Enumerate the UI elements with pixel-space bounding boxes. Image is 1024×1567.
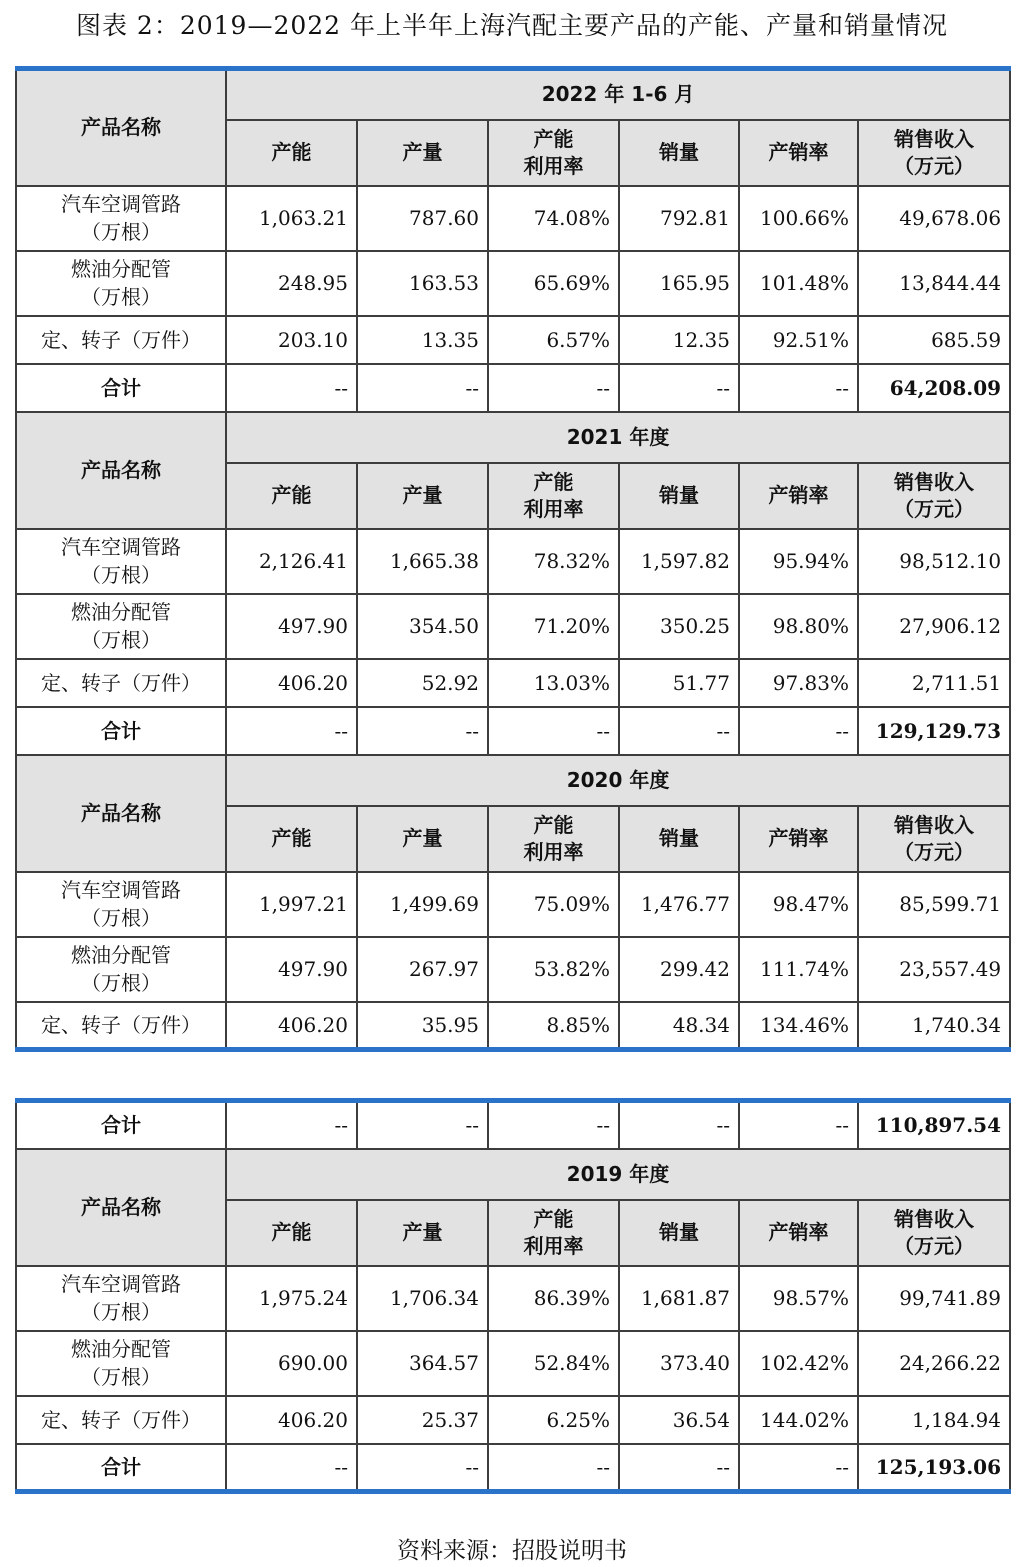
output-cell: 267.97 bbox=[357, 937, 488, 1002]
product-name-cell bbox=[16, 251, 226, 316]
output-cell: 1,499.69 bbox=[357, 872, 488, 937]
total-revenue-cell: 64,208.09 bbox=[858, 364, 1010, 412]
product-name-cell bbox=[16, 1331, 226, 1396]
total-label: 合计 bbox=[16, 1101, 226, 1149]
sales-volume-cell: 1,681.87 bbox=[619, 1266, 739, 1331]
product-name-line-2: （万根） bbox=[81, 906, 161, 930]
total-label: 合计 bbox=[16, 364, 226, 412]
capacity-cell: 406.20 bbox=[226, 1396, 357, 1444]
product-name-line-2: （万根） bbox=[81, 1300, 161, 1324]
product-name-header: 产品名称 bbox=[16, 755, 226, 872]
table-caption: 图表 2：2019—2022 年上半年上海汽配主要产品的产能、产量和销量情况 bbox=[75, 11, 949, 40]
product-name-cell: 定、转子（万件） bbox=[16, 316, 226, 364]
product-name-header: 产品名称 bbox=[16, 412, 226, 529]
table-row-total bbox=[16, 1101, 1010, 1149]
utilization-header-line-1: 产能 bbox=[533, 469, 574, 494]
revenue-cell: 85,599.71 bbox=[858, 872, 1010, 937]
capacity-cell: 1,997.21 bbox=[226, 872, 357, 937]
table-row-fuel-rail bbox=[16, 594, 1010, 659]
empty-dash-cell: -- bbox=[619, 1101, 739, 1149]
sales-rate-cell: 95.94% bbox=[739, 529, 858, 594]
revenue-header bbox=[858, 120, 1010, 186]
revenue-header bbox=[858, 463, 1010, 529]
source-note: 资料来源：招股说明书 bbox=[397, 1538, 627, 1564]
revenue-header-line-1: 销售收入 bbox=[894, 1206, 974, 1231]
sales-rate-cell: 134.46% bbox=[739, 1002, 858, 1050]
period-header: 2019 年度 bbox=[226, 1149, 1010, 1200]
sales-rate-cell: 101.48% bbox=[739, 251, 858, 316]
table-row-total bbox=[16, 707, 1010, 755]
table-row-stator-rotor bbox=[16, 659, 1010, 707]
utilization-cell: 75.09% bbox=[488, 872, 619, 937]
revenue-cell: 49,678.06 bbox=[858, 186, 1010, 251]
sales-volume-header: 销量 bbox=[619, 463, 739, 529]
capacity-table-part-2 bbox=[15, 1098, 1011, 1494]
sales-rate-header: 产销率 bbox=[739, 806, 858, 872]
utilization-header bbox=[488, 463, 619, 529]
revenue-header-line-2: （万元） bbox=[894, 839, 975, 864]
sales-rate-header: 产销率 bbox=[739, 120, 858, 186]
period-header: 2020 年度 bbox=[226, 755, 1010, 806]
total-revenue-cell: 110,897.54 bbox=[858, 1101, 1010, 1149]
revenue-header-line-2: （万元） bbox=[894, 496, 975, 521]
table-row-ac-pipe bbox=[16, 1266, 1010, 1331]
table-row-ac-pipe bbox=[16, 529, 1010, 594]
utilization-cell: 6.25% bbox=[488, 1396, 619, 1444]
output-cell: 354.50 bbox=[357, 594, 488, 659]
sales-volume-cell: 299.42 bbox=[619, 937, 739, 1002]
sales-volume-cell: 165.95 bbox=[619, 251, 739, 316]
utilization-cell: 6.57% bbox=[488, 316, 619, 364]
table-row-stator-rotor bbox=[16, 316, 1010, 364]
utilization-cell: 8.85% bbox=[488, 1002, 619, 1050]
sales-volume-cell: 51.77 bbox=[619, 659, 739, 707]
table-row-fuel-rail bbox=[16, 937, 1010, 1002]
revenue-cell: 1,740.34 bbox=[858, 1002, 1010, 1050]
product-name-line-1: 燃油分配管 bbox=[71, 1337, 171, 1361]
utilization-cell: 52.84% bbox=[488, 1331, 619, 1396]
sales-volume-cell: 350.25 bbox=[619, 594, 739, 659]
empty-dash-cell: -- bbox=[739, 1444, 858, 1492]
sales-rate-cell: 144.02% bbox=[739, 1396, 858, 1444]
product-name-line-1: 汽车空调管路 bbox=[61, 192, 181, 216]
table-row-fuel-rail bbox=[16, 1331, 1010, 1396]
revenue-header-line-2: （万元） bbox=[894, 1233, 974, 1258]
capacity-cell: 248.95 bbox=[226, 251, 357, 316]
product-name-cell: 定、转子（万件） bbox=[16, 659, 226, 707]
product-name-cell bbox=[16, 937, 226, 1002]
sales-rate-cell: 111.74% bbox=[739, 937, 858, 1002]
section-header-row bbox=[16, 69, 1010, 120]
utilization-header-line-2: 利用率 bbox=[523, 1233, 584, 1258]
capacity-cell: 497.90 bbox=[226, 594, 357, 659]
revenue-cell: 13,844.44 bbox=[858, 251, 1010, 316]
table-row-total bbox=[16, 1444, 1010, 1492]
product-name-line-1: 燃油分配管 bbox=[71, 943, 171, 967]
capacity-cell: 406.20 bbox=[226, 659, 357, 707]
total-label: 合计 bbox=[16, 1444, 226, 1492]
period-header: 2021 年度 bbox=[226, 412, 1010, 463]
product-name-line-2: （万根） bbox=[81, 220, 161, 244]
revenue-header bbox=[858, 1200, 1010, 1266]
empty-dash-cell: -- bbox=[619, 1444, 739, 1492]
section-header-row bbox=[16, 412, 1010, 463]
sales-volume-cell: 792.81 bbox=[619, 186, 739, 251]
utilization-header bbox=[488, 120, 619, 186]
output-cell: 787.60 bbox=[357, 186, 488, 251]
table-row-stator-rotor bbox=[16, 1002, 1010, 1050]
revenue-header-line-1: 销售收入 bbox=[894, 126, 975, 151]
utilization-cell: 13.03% bbox=[488, 659, 619, 707]
empty-dash-cell: -- bbox=[357, 1444, 488, 1492]
output-cell: 35.95 bbox=[357, 1002, 488, 1050]
product-name-line-1: 燃油分配管 bbox=[71, 600, 171, 624]
capacity-cell: 497.90 bbox=[226, 937, 357, 1002]
table-row-ac-pipe bbox=[16, 186, 1010, 251]
output-header: 产量 bbox=[357, 1200, 488, 1266]
empty-dash-cell: -- bbox=[226, 364, 357, 412]
output-cell: 52.92 bbox=[357, 659, 488, 707]
sales-volume-cell: 373.40 bbox=[619, 1331, 739, 1396]
sales-volume-header: 销量 bbox=[619, 120, 739, 186]
empty-dash-cell: -- bbox=[488, 1444, 619, 1492]
product-name-line-1: 汽车空调管路 bbox=[61, 878, 181, 902]
utilization-header-line-1: 产能 bbox=[533, 126, 574, 151]
capacity-cell: 1,063.21 bbox=[226, 186, 357, 251]
product-name-cell: 定、转子（万件） bbox=[16, 1396, 226, 1444]
empty-dash-cell: -- bbox=[357, 707, 488, 755]
sales-volume-cell: 1,476.77 bbox=[619, 872, 739, 937]
product-name-line-2: （万根） bbox=[81, 971, 161, 995]
product-name-header: 产品名称 bbox=[16, 69, 226, 186]
total-label: 合计 bbox=[16, 707, 226, 755]
sales-rate-cell: 98.80% bbox=[739, 594, 858, 659]
product-name-line-2: （万根） bbox=[81, 563, 161, 587]
sales-volume-header: 销量 bbox=[619, 1200, 739, 1266]
section-header-row bbox=[16, 1149, 1010, 1200]
empty-dash-cell: -- bbox=[357, 1101, 488, 1149]
output-header: 产量 bbox=[357, 463, 488, 529]
table-row-stator-rotor bbox=[16, 1396, 1010, 1444]
sales-rate-cell: 92.51% bbox=[739, 316, 858, 364]
utilization-header-line-2: 利用率 bbox=[523, 839, 584, 864]
utilization-header-line-1: 产能 bbox=[533, 1206, 574, 1231]
sales-volume-header: 销量 bbox=[619, 806, 739, 872]
utilization-cell: 74.08% bbox=[488, 186, 619, 251]
utilization-cell: 65.69% bbox=[488, 251, 619, 316]
sales-rate-cell: 102.42% bbox=[739, 1331, 858, 1396]
empty-dash-cell: -- bbox=[488, 364, 619, 412]
product-name-line-2: （万根） bbox=[81, 1365, 161, 1389]
capacity-cell: 406.20 bbox=[226, 1002, 357, 1050]
utilization-header bbox=[488, 806, 619, 872]
revenue-header-line-1: 销售收入 bbox=[894, 469, 975, 494]
utilization-cell: 78.32% bbox=[488, 529, 619, 594]
revenue-cell: 2,711.51 bbox=[858, 659, 1010, 707]
product-name-line-1: 燃油分配管 bbox=[71, 257, 171, 281]
product-name-cell bbox=[16, 872, 226, 937]
product-name-line-1: 汽车空调管路 bbox=[61, 1272, 181, 1296]
empty-dash-cell: -- bbox=[226, 1444, 357, 1492]
empty-dash-cell: -- bbox=[226, 1101, 357, 1149]
product-name-cell bbox=[16, 594, 226, 659]
utilization-cell: 53.82% bbox=[488, 937, 619, 1002]
output-cell: 13.35 bbox=[357, 316, 488, 364]
capacity-cell: 203.10 bbox=[226, 316, 357, 364]
empty-dash-cell: -- bbox=[739, 707, 858, 755]
sales-volume-cell: 1,597.82 bbox=[619, 529, 739, 594]
sales-rate-cell: 97.83% bbox=[739, 659, 858, 707]
sales-rate-header: 产销率 bbox=[739, 1200, 858, 1266]
capacity-cell: 690.00 bbox=[226, 1331, 357, 1396]
product-name-cell: 定、转子（万件） bbox=[16, 1002, 226, 1050]
revenue-cell: 99,741.89 bbox=[858, 1266, 1010, 1331]
capacity-cell: 2,126.41 bbox=[226, 529, 357, 594]
output-cell: 163.53 bbox=[357, 251, 488, 316]
sales-rate-cell: 98.47% bbox=[739, 872, 858, 937]
empty-dash-cell: -- bbox=[226, 707, 357, 755]
output-cell: 364.57 bbox=[357, 1331, 488, 1396]
product-name-cell bbox=[16, 529, 226, 594]
output-cell: 25.37 bbox=[357, 1396, 488, 1444]
capacity-header: 产能 bbox=[226, 1200, 357, 1266]
revenue-cell: 23,557.49 bbox=[858, 937, 1010, 1002]
output-header: 产量 bbox=[357, 120, 488, 186]
capacity-cell: 1,975.24 bbox=[226, 1266, 357, 1331]
output-cell: 1,665.38 bbox=[357, 529, 488, 594]
empty-dash-cell: -- bbox=[488, 707, 619, 755]
sales-rate-header: 产销率 bbox=[739, 463, 858, 529]
output-header: 产量 bbox=[357, 806, 488, 872]
total-revenue-cell: 125,193.06 bbox=[858, 1444, 1010, 1492]
product-name-line-2: （万根） bbox=[81, 285, 161, 309]
period-header: 2022 年 1-6 月 bbox=[226, 69, 1010, 120]
empty-dash-cell: -- bbox=[739, 1101, 858, 1149]
revenue-cell: 98,512.10 bbox=[858, 529, 1010, 594]
sales-volume-cell: 48.34 bbox=[619, 1002, 739, 1050]
empty-dash-cell: -- bbox=[357, 364, 488, 412]
utilization-header-line-2: 利用率 bbox=[523, 496, 584, 521]
empty-dash-cell: -- bbox=[488, 1101, 619, 1149]
capacity-header: 产能 bbox=[226, 120, 357, 186]
revenue-cell: 1,184.94 bbox=[858, 1396, 1010, 1444]
product-name-cell bbox=[16, 1266, 226, 1331]
output-cell: 1,706.34 bbox=[357, 1266, 488, 1331]
utilization-cell: 86.39% bbox=[488, 1266, 619, 1331]
utilization-header bbox=[488, 1200, 619, 1266]
revenue-header-line-1: 销售收入 bbox=[894, 812, 975, 837]
revenue-cell: 685.59 bbox=[858, 316, 1010, 364]
revenue-cell: 24,266.22 bbox=[858, 1331, 1010, 1396]
section-header-row bbox=[16, 755, 1010, 806]
capacity-header: 产能 bbox=[226, 806, 357, 872]
utilization-header-line-2: 利用率 bbox=[523, 153, 584, 178]
revenue-header bbox=[858, 806, 1010, 872]
sales-rate-cell: 98.57% bbox=[739, 1266, 858, 1331]
sales-rate-cell: 100.66% bbox=[739, 186, 858, 251]
table-row-ac-pipe bbox=[16, 872, 1010, 937]
empty-dash-cell: -- bbox=[619, 707, 739, 755]
revenue-header-line-2: （万元） bbox=[894, 153, 975, 178]
table-row-total bbox=[16, 364, 1010, 412]
product-name-header: 产品名称 bbox=[16, 1149, 226, 1266]
sales-volume-cell: 12.35 bbox=[619, 316, 739, 364]
total-revenue-cell: 129,129.73 bbox=[858, 707, 1010, 755]
revenue-cell: 27,906.12 bbox=[858, 594, 1010, 659]
empty-dash-cell: -- bbox=[619, 364, 739, 412]
capacity-header: 产能 bbox=[226, 463, 357, 529]
product-name-line-2: （万根） bbox=[81, 628, 161, 652]
product-name-cell bbox=[16, 186, 226, 251]
capacity-table-part-1 bbox=[15, 66, 1011, 1052]
empty-dash-cell: -- bbox=[739, 364, 858, 412]
utilization-cell: 71.20% bbox=[488, 594, 619, 659]
sales-volume-cell: 36.54 bbox=[619, 1396, 739, 1444]
product-name-line-1: 汽车空调管路 bbox=[61, 535, 181, 559]
table-row-fuel-rail bbox=[16, 251, 1010, 316]
utilization-header-line-1: 产能 bbox=[533, 812, 574, 837]
